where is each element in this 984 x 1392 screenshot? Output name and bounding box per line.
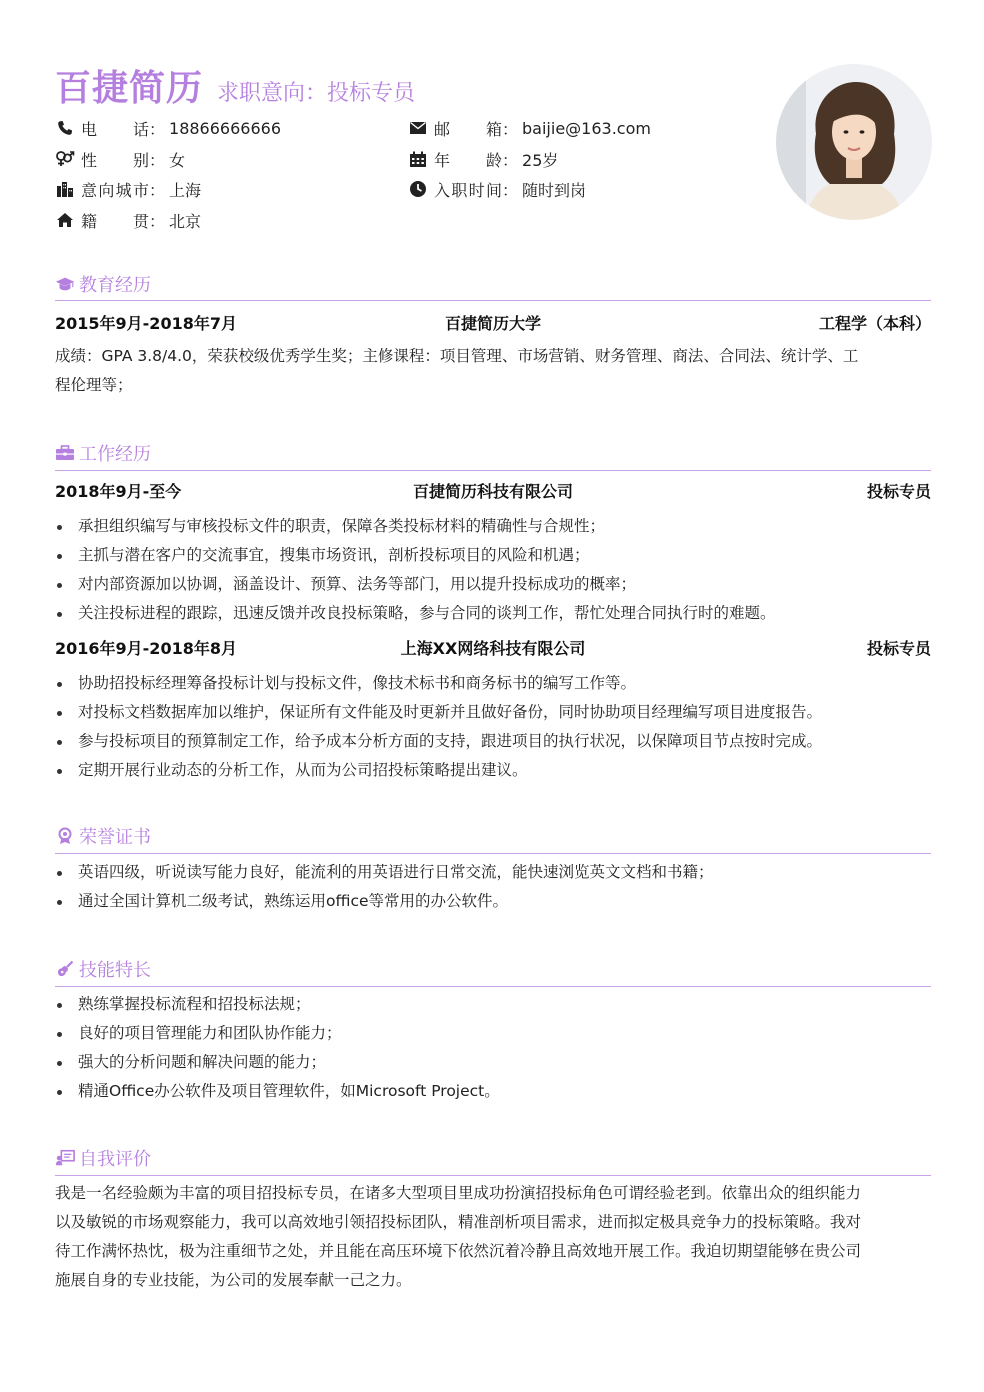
- clock-icon: [408, 180, 428, 198]
- email-value: baijie@163.com: [522, 118, 651, 138]
- email-label: 邮箱: [434, 119, 502, 139]
- list-item: 定期开展行业动态的分析工作，从而为公司招投标策略提出建议。: [55, 756, 931, 785]
- city-icon: [55, 180, 75, 198]
- job-entry: [55, 634, 931, 660]
- education-details: [55, 342, 931, 400]
- education-detail-line: 成绩：GPA 3.8/4.0，荣获校级优秀学生奖；主修课程：项目管理、市场营销、财务管理、商法、合同法、统计学、工: [55, 347, 859, 365]
- school-name: 百捷简历大学: [444, 314, 541, 333]
- gender-icon: [55, 150, 75, 168]
- divider: [55, 1175, 931, 1176]
- graduation-cap-icon: [55, 275, 75, 293]
- list-item: 对投标文档数据库加以维护，保证所有文件能及时更新并且做好备份，同时协助项目经理编写项目进度报告。: [55, 698, 931, 727]
- divider: [55, 470, 931, 471]
- job-intent: 求职意向：投标专员: [217, 81, 416, 106]
- age-value: 25岁: [522, 150, 559, 170]
- entry-label: 入职时间: [434, 180, 502, 200]
- list-item: 良好的项目管理能力和团队协作能力；: [55, 1019, 931, 1048]
- company-name: 百捷简历科技有限公司: [412, 482, 573, 501]
- list-item: 精通Office办公软件及项目管理软件，如Microsoft Project。: [55, 1077, 931, 1106]
- job-bullets: [55, 512, 931, 628]
- self-line: 待工作满怀热忱，极为注重细节之处，并且能在高压环境下依然沉着冷静且高效地开展工作。我迫切期望能够在贵公司: [55, 1242, 862, 1260]
- colon: ：: [502, 150, 519, 170]
- list-item: 承担组织编写与审核投标文件的职责，保障各类投标材料的精确性与合规性；: [55, 512, 931, 541]
- city-label: 意向城市: [81, 180, 149, 200]
- envelope-icon: [408, 119, 428, 137]
- info-age: [408, 147, 558, 171]
- work-title: 工作经历: [79, 444, 151, 465]
- header: [55, 60, 416, 109]
- honors-bullets: [55, 858, 931, 916]
- job-period: 2016年9月-2018年8月: [55, 639, 237, 658]
- self-evaluation: [55, 1179, 931, 1295]
- age-label: 年龄: [434, 150, 502, 170]
- job-entry: [55, 477, 931, 503]
- list-item: 关注投标进程的跟踪，迅速反馈并改良投标策略，参与合同的谈判工作，帮忙处理合同执行时的难题。: [55, 599, 931, 628]
- education-major: 工程学（本科）: [818, 314, 931, 333]
- colon: ：: [502, 180, 519, 200]
- phone-icon: [55, 119, 75, 137]
- section-title-honors: [55, 823, 151, 849]
- phone-label: 电话: [81, 119, 149, 139]
- job-role: 投标专员: [866, 482, 931, 501]
- entry-value: 随时到岗: [522, 180, 587, 200]
- self-line: 我是一名经验颇为丰富的项目招投标专员，在诸多大型项目里成功扮演招投标角色可谓经验老到。依靠出众的组织能力: [55, 1184, 862, 1202]
- job-period: 2018年9月-至今: [55, 482, 182, 501]
- divider: [55, 300, 931, 301]
- info-email: [408, 116, 651, 140]
- info-entry: [408, 177, 586, 201]
- list-item: 强大的分析问题和解决问题的能力；: [55, 1048, 931, 1077]
- divider: [55, 986, 931, 987]
- presentation-icon: [55, 1149, 75, 1167]
- self-title: 自我评价: [79, 1149, 151, 1170]
- self-line: 以及敏锐的市场观察能力，我可以高效地引领招投标团队，精准剖析项目需求，进而拟定极具竞争力的投标策略。我对: [55, 1213, 862, 1231]
- list-item: 对内部资源加以协调，涵盖设计、预算、法务等部门，用以提升投标成功的概率；: [55, 570, 931, 599]
- award-icon: [55, 827, 75, 845]
- education-period: 2015年9月-2018年7月: [55, 314, 237, 333]
- job-role: 投标专员: [866, 639, 931, 658]
- skills-title: 技能特长: [79, 960, 151, 981]
- candidate-name: 百捷简历: [55, 68, 204, 109]
- company-name: 上海XX网络科技有限公司: [400, 639, 586, 658]
- colon: ：: [502, 119, 519, 139]
- colon: ：: [149, 150, 166, 170]
- guitar-icon: [55, 960, 75, 978]
- gender-label: 性别: [81, 150, 149, 170]
- honors-title: 荣誉证书: [79, 827, 151, 848]
- avatar: [776, 64, 932, 220]
- section-title-education: [55, 271, 151, 297]
- origin-value: 北京: [169, 211, 202, 231]
- home-icon: [55, 211, 75, 229]
- skills-bullets: [55, 990, 931, 1106]
- section-title-work: [55, 440, 151, 466]
- list-item: 参与投标项目的预算制定工作，给予成本分析方面的支持，跟进项目的执行状况，以保障项目节点按时完成。: [55, 727, 931, 756]
- calendar-icon: [408, 150, 428, 168]
- briefcase-icon: [55, 444, 75, 462]
- list-item: 熟练掌握投标流程和招投标法规；: [55, 990, 931, 1019]
- list-item: 英语四级，听说读写能力良好，能流利的用英语进行日常交流，能快速浏览英文文档和书籍；: [55, 858, 931, 887]
- phone-value: 18866666666: [169, 118, 281, 138]
- origin-label: 籍贯: [81, 211, 149, 231]
- section-title-skills: [55, 956, 151, 982]
- colon: ：: [149, 180, 166, 200]
- list-item: 主抓与潜在客户的交流事宜，搜集市场资讯，剖析投标项目的风险和机遇；: [55, 541, 931, 570]
- gender-value: 女: [169, 150, 186, 170]
- list-item: 协助招投标经理筹备投标计划与投标文件，像技术标书和商务标书的编写工作等。: [55, 669, 931, 698]
- colon: ：: [149, 119, 166, 139]
- education-title: 教育经历: [79, 275, 151, 296]
- education-detail-line: 程伦理等；: [55, 376, 133, 394]
- info-gender: [55, 147, 185, 171]
- colon: ：: [149, 211, 166, 231]
- divider: [55, 853, 931, 854]
- info-phone: [55, 116, 281, 140]
- info-city: [55, 177, 201, 201]
- section-title-self: [55, 1145, 151, 1171]
- job-bullets: [55, 669, 931, 785]
- education-entry: [55, 309, 931, 335]
- self-line: 施展自身的专业技能，为公司的发展奉献一己之力。: [55, 1271, 412, 1289]
- info-origin: [55, 208, 201, 232]
- city-value: 上海: [169, 180, 202, 200]
- list-item: 通过全国计算机二级考试，熟练运用office等常用的办公软件。: [55, 887, 931, 916]
